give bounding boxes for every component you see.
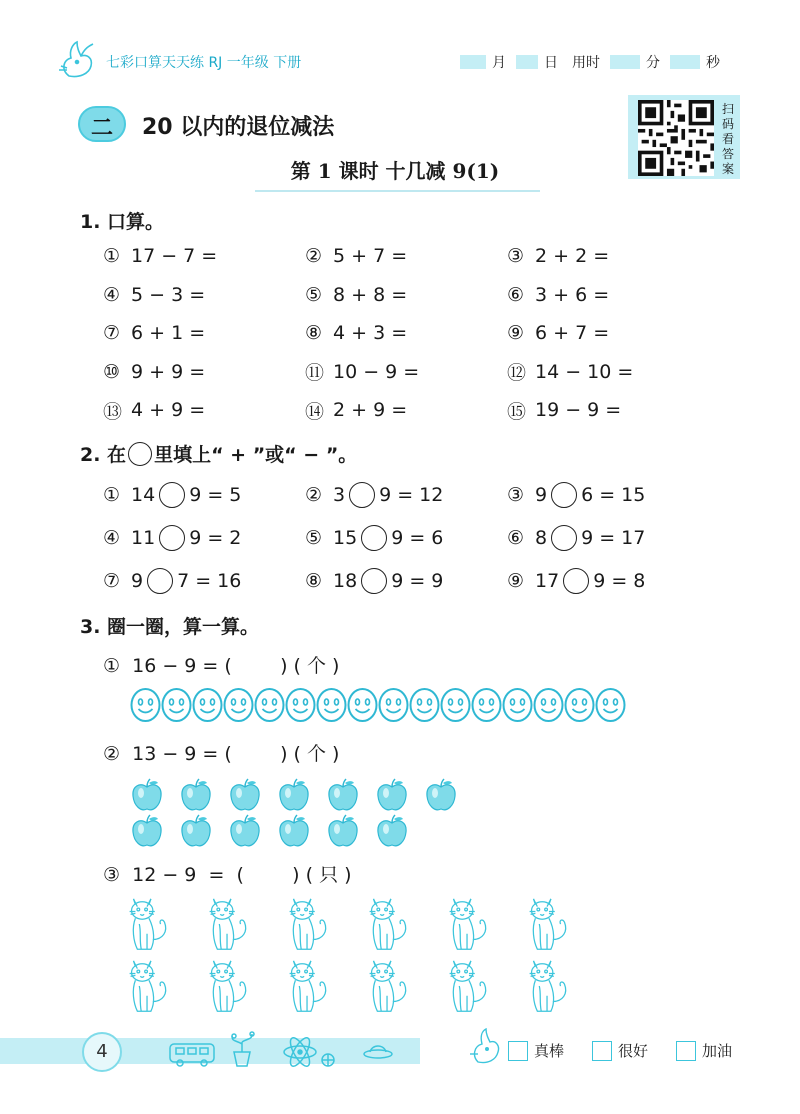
item-expression: 4 + 3 = xyxy=(333,322,408,344)
item-expression: 5 − 3 = xyxy=(131,283,206,306)
item-number: ⑬ xyxy=(103,400,123,423)
section1-row xyxy=(103,357,709,387)
section2-heading-end: 里填上“ + ”或“ − ”。 xyxy=(154,444,358,466)
apple-icon xyxy=(326,814,360,850)
item-expression: 8 + 8 = xyxy=(333,283,408,306)
cat-icon xyxy=(125,957,171,1017)
item-number: ⑨ xyxy=(507,322,525,344)
right-expression: 6 = 15 xyxy=(581,484,646,506)
right-expression: 9 = 6 xyxy=(391,527,444,549)
apple-icon xyxy=(228,814,262,850)
rabbit-mascot-icon xyxy=(468,1028,502,1064)
fill-sign-item xyxy=(103,525,305,551)
rating-checkbox-keep-going[interactable] xyxy=(676,1041,696,1061)
section1-row xyxy=(103,280,709,310)
heading-circle-icon xyxy=(128,442,152,466)
item-number: ⑭ xyxy=(305,400,325,423)
item-expression: 5 + 7 = xyxy=(333,245,408,267)
sign-answer-circle[interactable] xyxy=(551,482,577,508)
fill-sign-item xyxy=(103,482,305,508)
apple-icon xyxy=(228,778,262,814)
item-expression: 2 + 2 = xyxy=(535,245,610,267)
sign-answer-circle[interactable] xyxy=(551,525,577,551)
item-expression: 9 + 9 = xyxy=(131,360,206,383)
item-number: ① xyxy=(103,484,121,506)
qr-code-icon[interactable] xyxy=(638,100,714,176)
apple-icon xyxy=(179,814,213,850)
left-operand: 9 xyxy=(131,570,144,592)
qr-label: 扫码看答案 xyxy=(721,102,734,176)
chapter-badge xyxy=(78,106,126,142)
smiley-face-icon xyxy=(502,687,533,723)
apple-icon xyxy=(375,778,409,814)
item-number: ⑥ xyxy=(507,283,525,306)
self-rating xyxy=(508,1040,760,1061)
smiley-face-icon xyxy=(192,687,223,723)
month-label: 月 xyxy=(492,55,506,71)
apple-icon xyxy=(130,778,164,814)
item-expression: 10 − 9 = xyxy=(333,360,420,383)
apple-icon xyxy=(179,778,213,814)
apple-icon xyxy=(424,778,458,814)
fill-sign-item xyxy=(305,525,507,551)
section3-heading: 3. 圈一圈，算一算。 xyxy=(80,616,260,638)
cat-group xyxy=(125,895,595,1025)
footer-decoration-icons xyxy=(168,1030,398,1070)
item-number: ⑧ xyxy=(305,322,323,344)
item-expression: 19 − 9 = xyxy=(535,399,622,421)
oral-calc-item xyxy=(305,358,507,385)
ball-icon xyxy=(322,1054,334,1066)
section1-row xyxy=(103,395,709,425)
left-operand: 9 xyxy=(535,484,548,506)
rating-label-keep-going: 加油 xyxy=(702,1042,733,1060)
item-expression: 14 − 10 = xyxy=(535,360,634,383)
day-label: 日 xyxy=(544,55,558,71)
right-expression: 7 = 16 xyxy=(177,570,242,592)
apple-icon xyxy=(130,814,164,850)
cat-icon xyxy=(525,895,571,955)
oral-calc-item xyxy=(103,284,305,306)
bus-icon xyxy=(170,1044,214,1066)
smiley-face-icon xyxy=(409,687,440,723)
item-expression: 4 + 9 = xyxy=(131,399,206,421)
fill-sign-item xyxy=(507,525,709,551)
smiley-face-icon xyxy=(316,687,347,723)
rating-checkbox-great[interactable] xyxy=(508,1041,528,1061)
oral-calc-item xyxy=(103,397,305,424)
smiley-row xyxy=(130,687,626,723)
item-number: ⑤ xyxy=(305,283,323,306)
fill-sign-item xyxy=(305,568,507,594)
oral-calc-item xyxy=(507,358,709,385)
apple-icon xyxy=(277,814,311,850)
item-number: ⑧ xyxy=(305,570,323,592)
sign-answer-circle[interactable] xyxy=(361,568,387,594)
oral-calc-item xyxy=(305,397,507,424)
left-operand: 18 xyxy=(333,570,358,592)
lesson-underline xyxy=(255,190,540,192)
right-expression: 9 = 12 xyxy=(379,484,444,506)
right-expression: 9 = 5 xyxy=(189,484,242,506)
item-expression: 6 + 7 = xyxy=(535,322,610,344)
apple-icon xyxy=(326,778,360,814)
item-number: ② xyxy=(305,245,323,267)
oral-calc-item xyxy=(103,245,305,267)
item-number: ⑨ xyxy=(507,570,525,592)
smiley-face-icon xyxy=(254,687,285,723)
ufo-icon xyxy=(364,1046,392,1058)
second-label: 秒 xyxy=(706,55,720,71)
minute-label: 分 xyxy=(646,55,660,71)
question3-3: ③ 12 − 9 = ( ) ( 只 ) xyxy=(103,864,352,886)
oral-calc-item xyxy=(507,322,709,344)
section2-row xyxy=(103,480,709,510)
fill-sign-item xyxy=(305,482,507,508)
left-operand: 11 xyxy=(131,527,156,549)
item-number: ⑫ xyxy=(507,362,527,384)
left-operand: 8 xyxy=(535,527,548,549)
oral-calc-item xyxy=(507,397,709,424)
item-expression: 6 + 1 = xyxy=(131,322,206,344)
item-number: ④ xyxy=(103,283,121,306)
cat-icon xyxy=(205,895,251,955)
question3-2: ② 13 − 9 = ( ) ( 个 ) xyxy=(103,743,340,765)
item-number: ③ xyxy=(507,484,525,506)
sign-answer-circle[interactable] xyxy=(159,482,185,508)
section1-heading: 1. 口算。 xyxy=(80,211,165,233)
sign-answer-circle[interactable] xyxy=(349,482,375,508)
apple-icon xyxy=(375,814,409,850)
item-expression: 3 + 6 = xyxy=(535,283,610,306)
lesson-title: 第 1 课时 十几减 9(1) xyxy=(290,159,500,183)
section1-grid xyxy=(103,241,709,434)
section2-row xyxy=(103,523,709,553)
item-number: ④ xyxy=(103,527,121,549)
time-used-label: 用时 xyxy=(572,55,600,71)
smiley-face-icon xyxy=(285,687,316,723)
oral-calc-item xyxy=(103,322,305,344)
smiley-face-icon xyxy=(161,687,192,723)
sign-answer-circle[interactable] xyxy=(361,525,387,551)
item-number: ⑦ xyxy=(103,570,121,592)
cat-icon xyxy=(445,957,491,1017)
smiley-face-icon xyxy=(130,687,161,723)
section2-heading-start: 2. 在 xyxy=(80,444,127,466)
cat-icon xyxy=(525,957,571,1017)
item-expression: 17 − 7 = xyxy=(131,245,218,267)
oral-calc-item xyxy=(305,245,507,267)
item-number: ⑩ xyxy=(103,360,121,383)
smiley-face-icon xyxy=(347,687,378,723)
sign-answer-circle[interactable] xyxy=(159,525,185,551)
item-number: ⑦ xyxy=(103,322,121,344)
fill-sign-item xyxy=(507,568,709,594)
section2-row xyxy=(103,566,709,596)
chapter-title: 20 以内的退位减法 xyxy=(142,115,335,140)
left-operand: 3 xyxy=(333,484,346,506)
item-number: ② xyxy=(305,484,323,506)
item-expression: 2 + 9 = xyxy=(333,399,408,421)
smiley-face-icon xyxy=(378,687,409,723)
left-operand: 15 xyxy=(333,527,358,549)
cat-icon xyxy=(365,957,411,1017)
question3-1: ① 16 − 9 = ( ) ( 个 ) xyxy=(103,655,340,677)
page-number: 4 xyxy=(82,1032,122,1072)
right-expression: 9 = 9 xyxy=(391,570,444,592)
chapter-number: 二 xyxy=(90,116,113,141)
rating-label-great: 真棒 xyxy=(534,1042,565,1060)
sign-answer-circle[interactable] xyxy=(147,568,173,594)
cat-icon xyxy=(445,895,491,955)
apple-icon xyxy=(277,778,311,814)
right-expression: 9 = 17 xyxy=(581,527,646,549)
section2-heading xyxy=(80,440,357,467)
section1-row xyxy=(103,318,709,348)
item-number: ③ xyxy=(507,245,525,267)
item-number: ⑪ xyxy=(305,362,325,384)
item-number: ⑤ xyxy=(305,527,323,549)
oral-calc-item xyxy=(305,284,507,306)
left-operand: 17 xyxy=(535,570,560,592)
apple-group xyxy=(130,778,470,858)
cat-icon xyxy=(125,895,171,955)
smiley-face-icon xyxy=(564,687,595,723)
rabbit-logo-icon xyxy=(55,40,99,80)
atom-icon xyxy=(284,1035,316,1069)
item-number: ⑥ xyxy=(507,527,525,549)
cat-icon xyxy=(365,895,411,955)
section1-row xyxy=(103,241,709,271)
left-operand: 14 xyxy=(131,484,156,506)
date-time-fields xyxy=(460,52,730,72)
oral-calc-item xyxy=(305,322,507,344)
smiley-face-icon xyxy=(595,687,626,723)
cat-icon xyxy=(285,957,331,1017)
series-title: 七彩口算天天练 RJ 一年级 下册 xyxy=(106,55,302,71)
fill-sign-item xyxy=(507,482,709,508)
oral-calc-item xyxy=(507,284,709,306)
cat-icon xyxy=(285,895,331,955)
fill-sign-item xyxy=(103,568,305,594)
item-number: ⑮ xyxy=(507,400,527,423)
smiley-face-icon xyxy=(440,687,471,723)
item-number: ① xyxy=(103,245,121,267)
oral-calc-item xyxy=(103,361,305,383)
section2-grid xyxy=(103,480,709,609)
smiley-face-icon xyxy=(533,687,564,723)
right-expression: 9 = 8 xyxy=(593,570,646,592)
sign-answer-circle[interactable] xyxy=(563,568,589,594)
smiley-face-icon xyxy=(223,687,254,723)
cat-icon xyxy=(205,957,251,1017)
rating-label-good: 很好 xyxy=(618,1042,649,1060)
rating-checkbox-good[interactable] xyxy=(592,1041,612,1061)
right-expression: 9 = 2 xyxy=(189,527,242,549)
potted-plant-icon xyxy=(232,1032,254,1066)
oral-calc-item xyxy=(507,245,709,267)
smiley-face-icon xyxy=(471,687,502,723)
